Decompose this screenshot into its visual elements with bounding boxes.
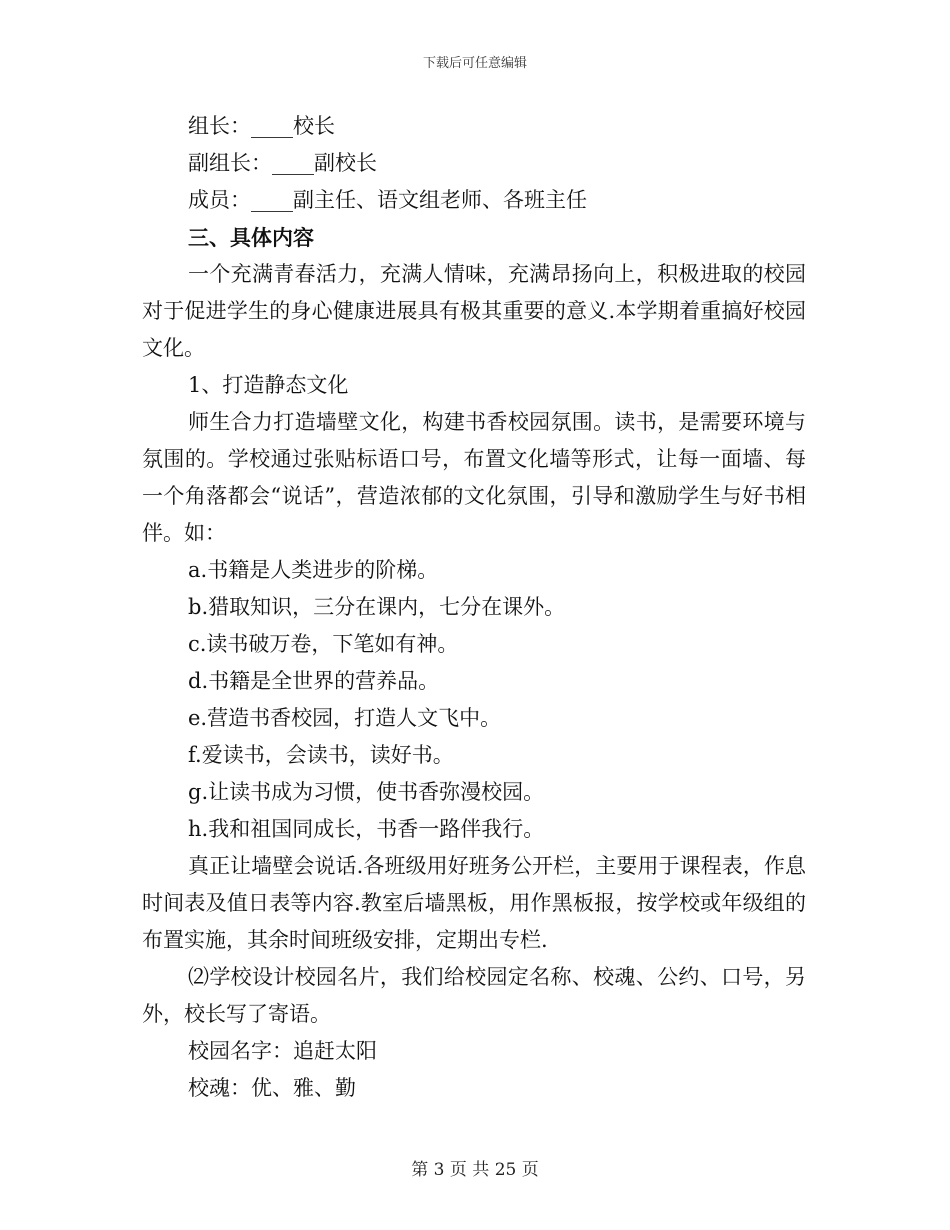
wall-culture-paragraph: 师生合力打造墙壁文化，构建书香校园氛围。读书，是需要环境与氛围的。学校通过张贴标语口号，布置文化墙等形式，让每一面墙、每一个角落都会“说话”，营造浓郁的文化氛围，引导和激励学生与好书相伴。如： <box>142 410 806 545</box>
slogan-item: g.让读书成为习惯，使书香弥漫校园。 <box>188 780 545 804</box>
slogan-item: b.猎取知识，三分在课内，七分在课外。 <box>188 595 566 619</box>
slogan-item: e.营造书香校园，打造人文飞中。 <box>188 706 502 730</box>
slogan-item: d.书籍是全世界的营养品。 <box>188 669 440 693</box>
school-soul-line: 校魂：优、雅、勤 <box>188 1076 356 1100</box>
slogan-item: c.读书破万卷，下笔如有神。 <box>188 632 459 656</box>
wall-talk-paragraph: 真正让墙壁会说话.各班级用好班务公开栏，主要用于课程表，作息时间表及值日表等内容.教室后墙黑板，用作黑板报，按学校或年级组的布置实施，其余时间班级安排，定期出专栏. <box>142 854 806 952</box>
page-footer: 第 3 页 共 25 页 <box>411 1160 539 1180</box>
section-heading: 三、具体内容 <box>188 225 314 250</box>
document-body <box>142 108 806 1107</box>
school-name-line: 校园名字：追赶太阳 <box>188 1039 377 1063</box>
slogan-item: a.书籍是人类进步的阶梯。 <box>188 558 439 582</box>
slogan-item: f.爱读书，会读书，读好书。 <box>188 743 454 767</box>
member-line-deputy: 副组长：____副校长 <box>188 151 377 175</box>
member-line-members: 成员：____副主任、语文组老师、各班主任 <box>188 188 587 212</box>
member-line-leader: 组长：____校长 <box>188 114 335 138</box>
page-header: 下载后可任意编辑 <box>422 56 527 71</box>
slogan-item: h.我和祖国同成长，书香一路伴我行。 <box>188 817 545 841</box>
subheading-static-culture: 1、打造静态文化 <box>188 373 349 397</box>
slogan-list <box>142 552 806 848</box>
intro-paragraph: 一个充满青春活力，充满人情味，充满昂扬向上，积极进取的校园对于促进学生的身心健康进展具有极其重要的意义.本学期着重搞好校园文化。 <box>142 262 806 360</box>
school-card-paragraph: ⑵学校设计校园名片，我们给校园定名称、校魂、公约、口号，另外，校长写了寄语。 <box>142 965 806 1026</box>
